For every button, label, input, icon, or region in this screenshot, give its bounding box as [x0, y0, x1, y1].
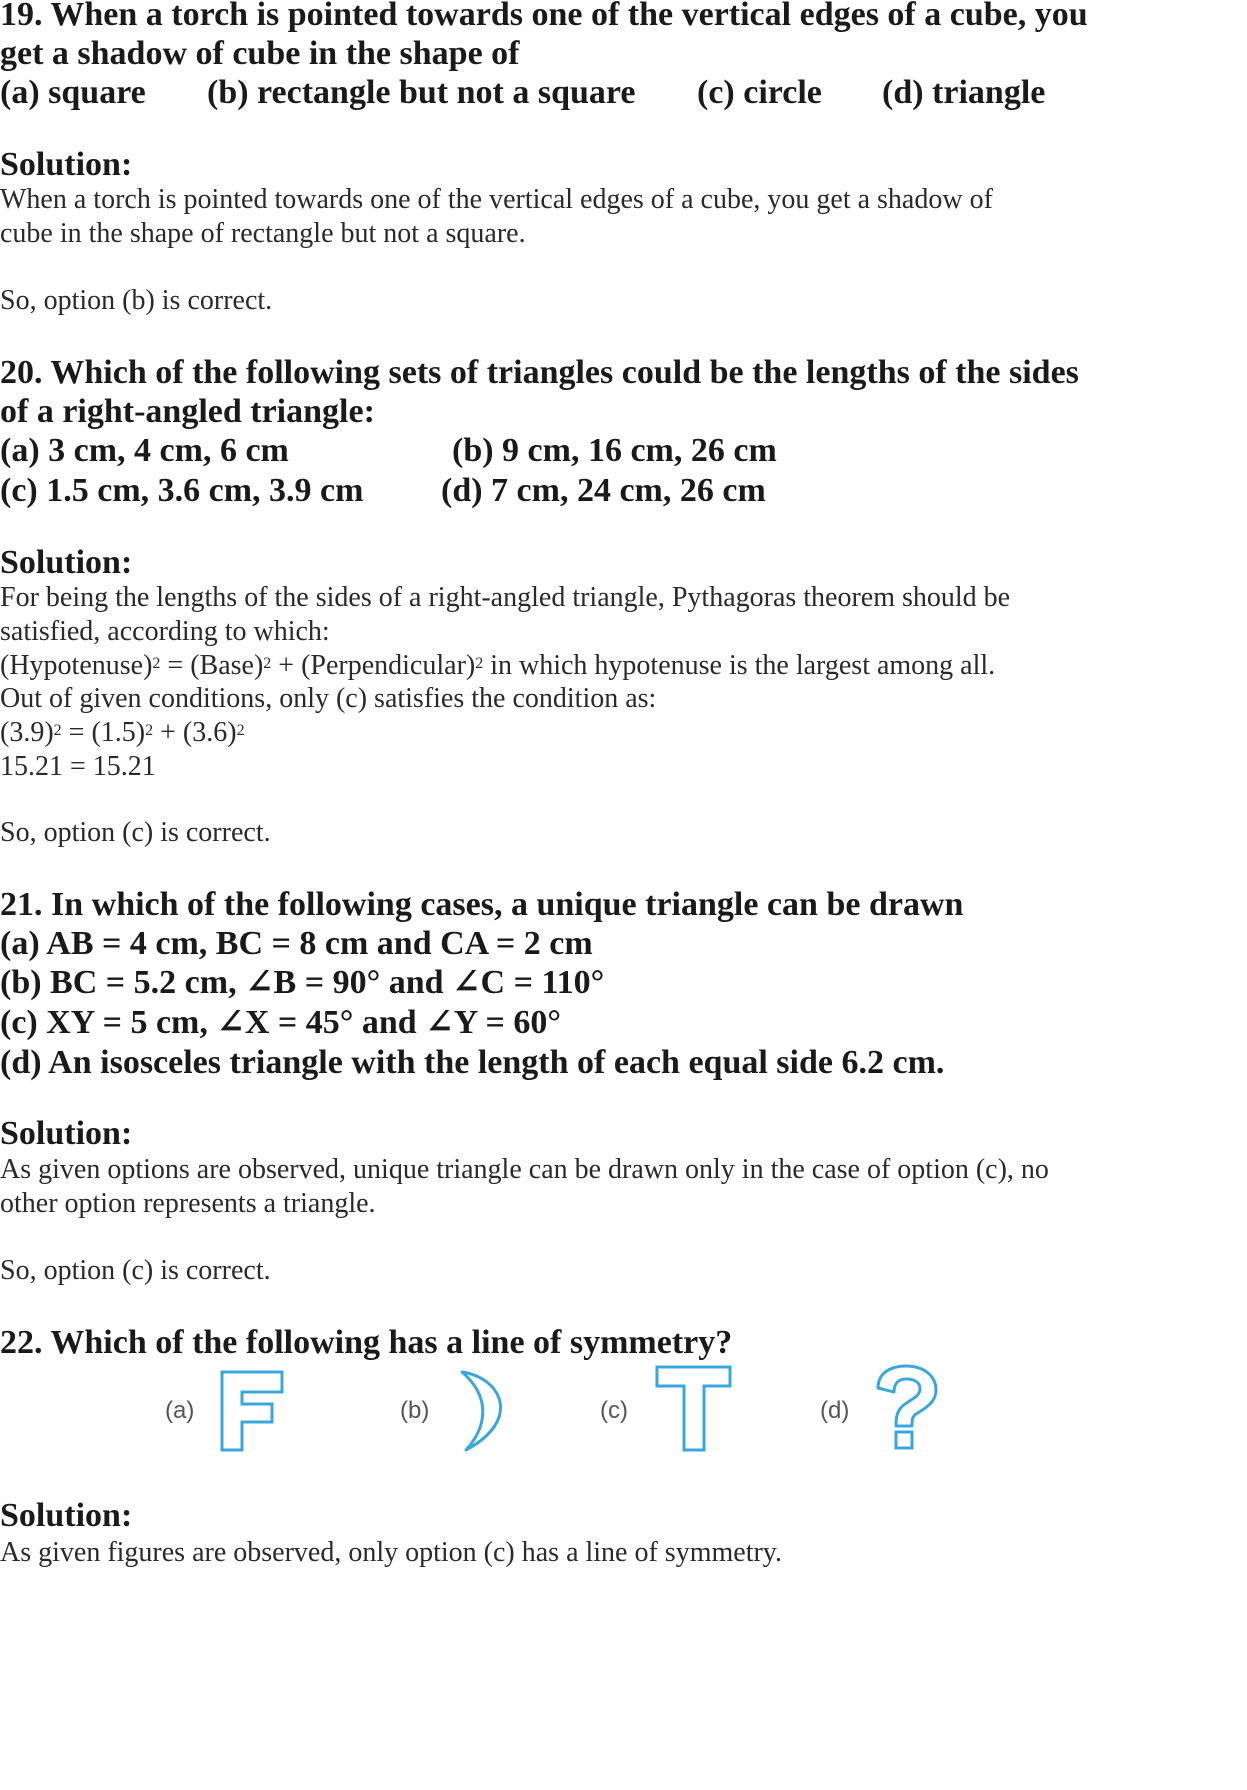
q20-option-b: (b) 9 cm, 16 cm, 26 cm: [452, 432, 777, 469]
pythagoras-check: [0, 714, 245, 752]
check-exponent: 2: [145, 722, 154, 739]
formula-base: = (Base): [160, 650, 264, 681]
q21-solution-line2: other option represents a triangle.: [0, 1188, 376, 1219]
q21-option-c: (c) XY = 5 cm, ∠X = 45° and ∠Y = 60°: [0, 1004, 561, 1041]
q19-solution-line1: When a torch is pointed towards one of the vertical edges of a cube, you get a shadow of: [0, 184, 993, 215]
q21-answer: So, option (c) is correct.: [0, 1255, 271, 1286]
q20-solution-line1: For being the lengths of the sides of a right-angled triangle, Pythagoras theorem should be: [0, 582, 1011, 613]
q19-option-c: (c) circle: [697, 74, 822, 111]
figure-label-b: (b): [400, 1397, 430, 1424]
q20-answer: So, option (c) is correct.: [0, 817, 271, 848]
check-perpendicular: + (3.6): [153, 717, 237, 748]
q19-solution-heading: Solution:: [0, 146, 133, 183]
q19-solution-line2: cube in the shape of rectangle but not a square.: [0, 218, 526, 249]
letter-t-icon: [654, 1364, 734, 1454]
formula-hypotenuse: (Hypotenuse): [0, 650, 153, 681]
crescent-icon: [456, 1368, 516, 1454]
q20-text-line2: of a right-angled triangle:: [0, 393, 375, 430]
pythagoras-result: 15.21 = 15.21: [0, 751, 156, 782]
q22-text-line1: 22. Which of the following has a line of symmetry?: [0, 1324, 733, 1361]
formula-tail: in which hypotenuse is the largest among all.: [483, 650, 996, 681]
formula-perpendicular: + (Perpendicular): [271, 650, 476, 681]
q21-text-line1: 21. In which of the following cases, a unique triangle can be drawn: [0, 886, 964, 923]
q21-option-b: (b) BC = 5.2 cm, ∠B = 90° and ∠C = 110°: [0, 964, 605, 1001]
q19-text-line2: get a shadow of cube in the shape of: [0, 35, 520, 72]
formula-exponent: 2: [475, 655, 484, 672]
q20-solution-heading: Solution:: [0, 544, 133, 581]
check-base: = (1.5): [61, 717, 146, 748]
figure-label-a: (a): [165, 1397, 195, 1424]
q19-option-d: (d) triangle: [882, 74, 1046, 111]
figure-label-d: (d): [820, 1397, 850, 1424]
q21-option-a: (a) AB = 4 cm, BC = 8 cm and CA = 2 cm: [0, 925, 593, 962]
q19-option-a: (a) square: [0, 74, 146, 111]
q20-option-a: (a) 3 cm, 4 cm, 6 cm: [0, 432, 289, 469]
check-hypotenuse: (3.9): [0, 717, 54, 748]
formula-exponent: 2: [263, 655, 272, 672]
q22-solution-line1: As given figures are observed, only option (c) has a line of symmetry.: [0, 1537, 782, 1568]
q21-solution-line1: As given options are observed, unique triangle can be drawn only in the case of option (c), no: [0, 1154, 1049, 1185]
q21-option-d: (d) An isosceles triangle with the length of each equal side 6.2 cm.: [0, 1044, 945, 1081]
q20-option-d: (d) 7 cm, 24 cm, 26 cm: [441, 472, 766, 509]
q20-option-c: (c) 1.5 cm, 3.6 cm, 3.9 cm: [0, 472, 364, 509]
q21-solution-heading: Solution:: [0, 1115, 133, 1152]
q20-solution-line2: satisfied, according to which:: [0, 616, 330, 647]
figure-label-c: (c): [600, 1397, 628, 1424]
q19-text-line1: 19. When a torch is pointed towards one of the vertical edges of a cube, you: [0, 0, 1088, 33]
q22-solution-heading: Solution:: [0, 1497, 133, 1534]
question-mark-icon: [868, 1362, 942, 1454]
letter-f-icon: [218, 1368, 288, 1454]
q20-text-line1: 20. Which of the following sets of triangles could be the lengths of the sides: [0, 354, 1079, 391]
q19-option-b: (b) rectangle but not a square: [207, 74, 636, 111]
formula-exponent: 2: [152, 655, 161, 672]
check-exponent: 2: [53, 722, 62, 739]
check-exponent: 2: [236, 722, 245, 739]
q20-solution-line4: Out of given conditions, only (c) satisfies the condition as:: [0, 683, 657, 714]
q19-answer: So, option (b) is correct.: [0, 285, 273, 316]
